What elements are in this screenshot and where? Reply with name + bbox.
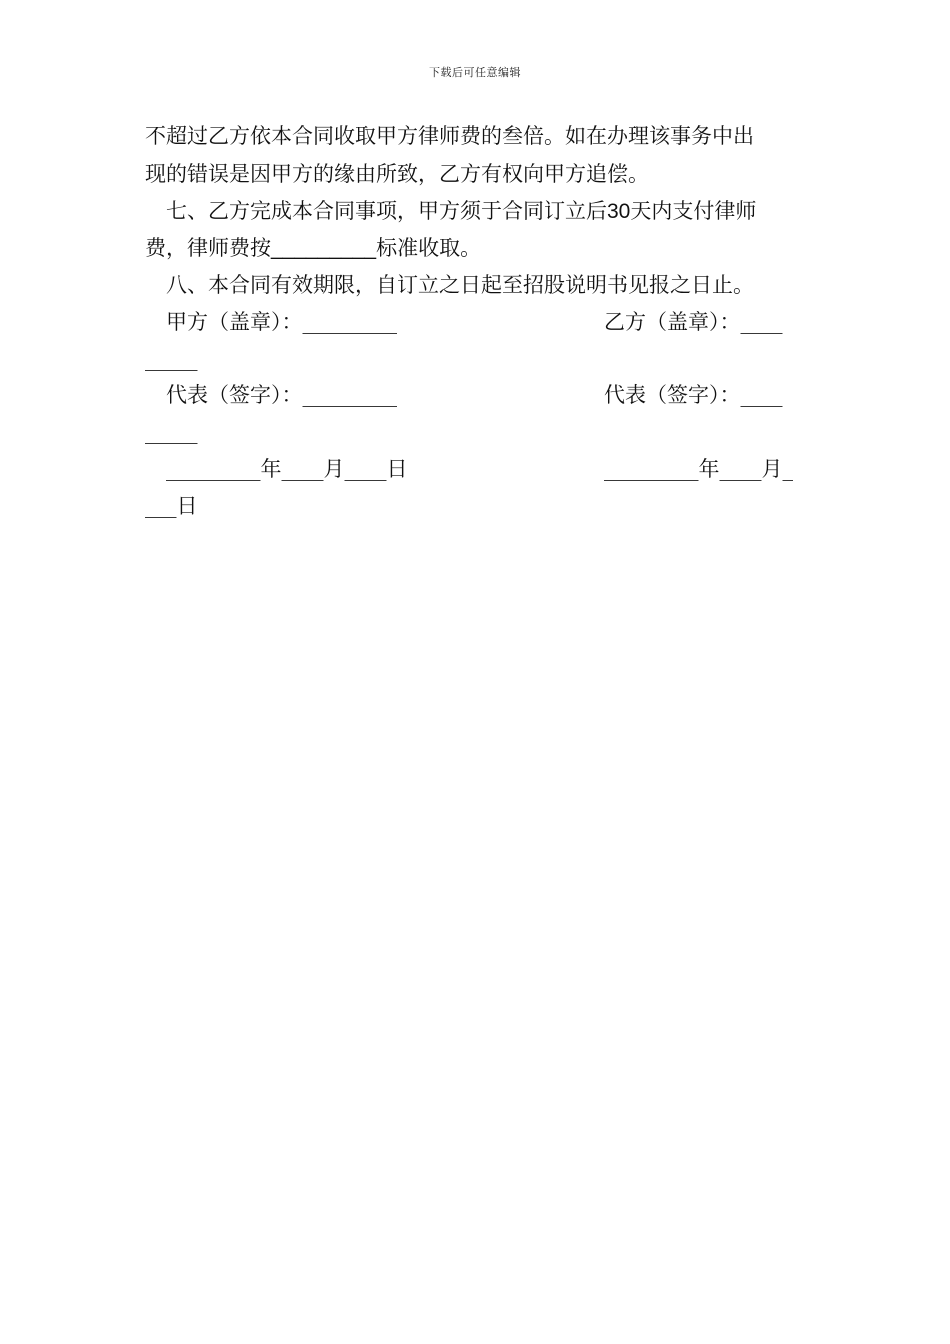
page-header: 下载后可任意编辑 bbox=[429, 66, 521, 79]
clause-7-text-b: 天内支付律师 bbox=[630, 199, 757, 223]
clause-6-line-1: 不超过乙方依本合同收取甲方律师费的叁倍。如在办理该事务中出 bbox=[145, 124, 754, 148]
clause-7-text-a: 七、乙方完成本合同事项，甲方须于合同订立后 bbox=[166, 199, 607, 223]
party-a-date: _________年____月____日 bbox=[166, 457, 408, 481]
clause-7-text-c: 费，律师费按 bbox=[145, 236, 271, 260]
party-a-representative: 代表（签字）：_________ bbox=[166, 383, 397, 407]
party-b-representative: 代表（签字）：____ bbox=[604, 383, 783, 407]
clause-7-text-d: 标准收取。 bbox=[376, 236, 482, 260]
party-a-seal: 甲方（盖章）：_________ bbox=[166, 310, 397, 334]
clause-7-line-1 bbox=[145, 197, 831, 226]
party-b-date: _________年____月_ bbox=[604, 457, 793, 481]
clause-6-line-2: 现的错误是因甲方的缘由所致，乙方有权向甲方追偿。 bbox=[145, 162, 649, 186]
party-b-seal-continued: _____ bbox=[145, 347, 198, 371]
party-b-representative-continued: _____ bbox=[145, 420, 198, 444]
party-b-seal: 乙方（盖章）：____ bbox=[604, 310, 783, 334]
clause-7-days-number: 30 bbox=[607, 200, 631, 223]
party-b-date-continued: ___日 bbox=[145, 494, 198, 518]
clause-7-line-2 bbox=[145, 234, 810, 263]
fee-standard-blank: _________ bbox=[271, 237, 377, 260]
clause-8: 八、本合同有效期限，自订立之日起至招股说明书见报之日止。 bbox=[166, 273, 754, 297]
